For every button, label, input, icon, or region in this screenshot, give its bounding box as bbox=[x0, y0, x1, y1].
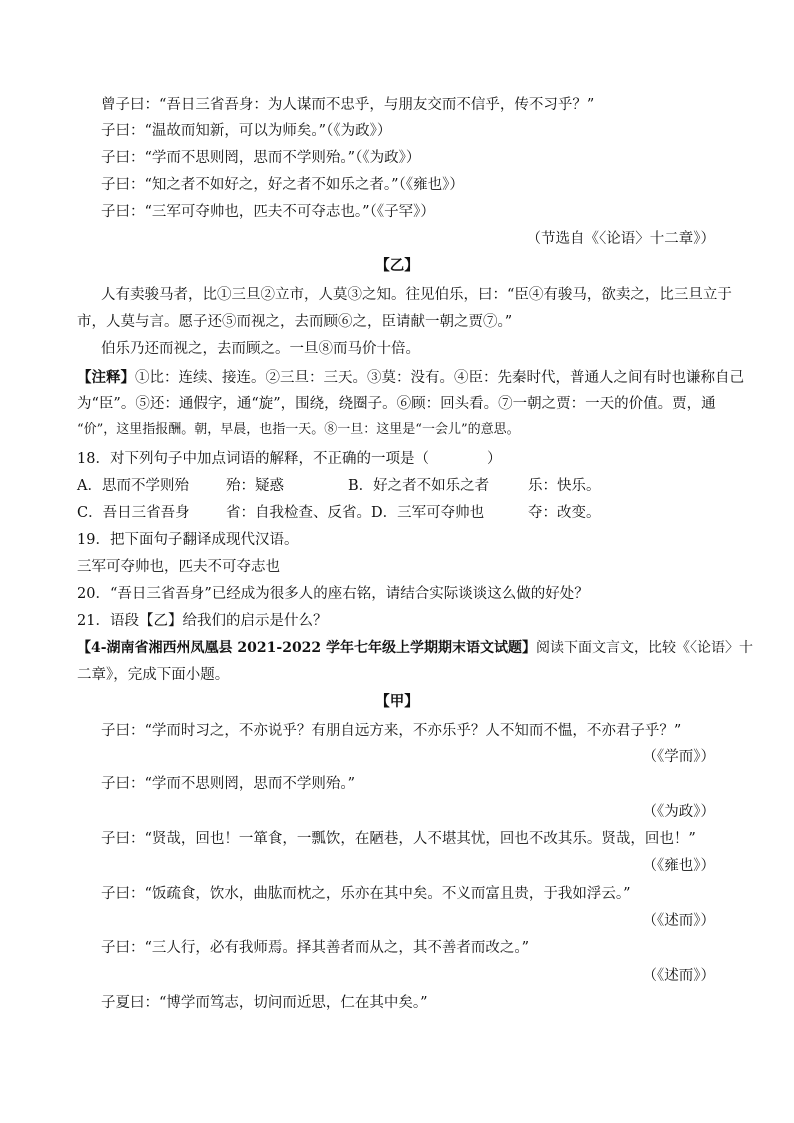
quote-b-3: 子曰：“贤哉，回也！一箪食，一瓢饮，在陋巷，人不堪其忧，回也不改其乐。贤哉，回也！” bbox=[101, 831, 696, 847]
notes-line-3: “价”，这里指报酬。朝，早晨，也指一天。⑧一旦：这里是“一会儿”的意思。 bbox=[77, 422, 520, 437]
yi-paragraph-1-line-2: 市，人莫与言。愿子还⑤而视之，去而顾⑥之，臣请献一朝之贾⑦。” bbox=[77, 314, 513, 330]
quote-b-2: 子曰：“学而不思则罔，思而不学则殆。” bbox=[101, 776, 356, 792]
quote-b-1: 子曰：“学而时习之，不亦说乎？有朋自远方来，不亦乐乎？人不知而不愠，不亦君子乎？” bbox=[101, 723, 682, 739]
quote-b-4-source: （《述而》） bbox=[642, 913, 715, 929]
quote-b-1-source: （《学而》） bbox=[642, 749, 715, 765]
quote-b-3-source: （《雍也》） bbox=[642, 858, 715, 874]
option-a: A．思而不学则殆 bbox=[77, 478, 189, 494]
notes-label: 【注释】 bbox=[77, 369, 135, 386]
question-19-sentence: 三军可夺帅也，匹夫不可夺志也 bbox=[77, 559, 280, 575]
option-b: B．好之者不如乐之者 bbox=[348, 478, 490, 494]
quote-b-5-source: （《述而》） bbox=[642, 968, 715, 984]
heading-yi: 【乙】 bbox=[375, 257, 419, 274]
option-d-explanation: 夺：改变。 bbox=[528, 505, 601, 521]
option-d: D．三军可夺帅也 bbox=[371, 505, 485, 521]
quote-b-2-source: （《为政》） bbox=[642, 804, 715, 820]
yi-paragraph-2: 伯乐乃还而视之，去而顾之。一旦⑧而马价十倍。 bbox=[101, 341, 420, 357]
quote-a-1: 曾子曰：“吾日三省吾身：为人谋而不忠乎，与朋友交而不信乎，传不习乎？” bbox=[101, 97, 595, 113]
quote-a-3: 子曰：“学而不思则罔，思而不学则殆。”（《为政》） bbox=[101, 150, 421, 166]
notes-line-2: 为“臣”。⑤还：通假字，通“旋”，围绕，绕圈子。⑥顾：回头看。⑦一朝之贾：一天的价值。贾，通 bbox=[77, 396, 716, 412]
option-c-explanation: 省：自我检查、反省。 bbox=[226, 505, 371, 521]
source-note-a: （节选自《〈论语〉十二章》） bbox=[526, 231, 715, 247]
question-18-stem-end: ） bbox=[486, 451, 502, 467]
quote-b-6: 子夏曰：“博学而笃志，切问而近思，仁在其中矣。” bbox=[101, 995, 428, 1011]
question-21: 21．语段【乙】给我们的启示是什么？ bbox=[77, 613, 328, 629]
section-4-source-tag: 【4-湖南省湘西州凤凰县 2021-2022 学年七年级上学期期末语文试题】 bbox=[77, 640, 537, 656]
question-20: 20．“吾日三省吾身”已经成为很多人的座右铭，请结合实际谈谈这么做的好处？ bbox=[77, 586, 589, 602]
notes-text-1: ①比：连续、接连。②三旦：三天。③莫：没有。④臣：先秦时代，普通人之间有时也谦称自己 bbox=[135, 370, 744, 386]
section-4-intro-line-2: 二章》，完成下面小题。 bbox=[77, 667, 230, 683]
notes-line-1 bbox=[0, 368, 794, 388]
option-c: C．吾日三省吾身 bbox=[77, 505, 190, 521]
heading-jia: 【甲】 bbox=[375, 693, 419, 710]
quote-a-5: 子曰：“三军可夺帅也，匹夫不可夺志也。”（《子罕》） bbox=[101, 204, 435, 220]
section-4-intro bbox=[0, 638, 794, 658]
question-18 bbox=[0, 449, 794, 469]
quote-a-4: 子曰：“知之者不如好之，好之者不如乐之者。”（《雍也》） bbox=[101, 177, 464, 193]
option-a-explanation: 殆：疑惑 bbox=[226, 478, 284, 494]
yi-paragraph-1-line-1: 人有卖骏马者，比①三旦②立市，人莫③之知。往见伯乐，曰：“臣④有骏马，欲卖之，比三旦立于 bbox=[101, 287, 732, 303]
question-19: 19．把下面句子翻译成现代汉语。 bbox=[77, 532, 299, 548]
quote-b-4: 子曰：“饭疏食，饮水，曲肱而枕之，乐亦在其中矣。不义而富且贵，于我如浮云。” bbox=[101, 886, 631, 902]
option-b-explanation: 乐：快乐。 bbox=[528, 478, 601, 494]
section-4-intro-text: 阅读下面文言文，比较《〈论语〉十 bbox=[536, 640, 754, 656]
quote-b-5: 子曰：“三人行，必有我师焉。择其善者而从之，其不善者而改之。” bbox=[101, 940, 530, 956]
quote-a-2: 子曰：“温故而知新，可以为师矣。”（《为政》） bbox=[101, 123, 392, 139]
question-18-stem: 18．对下列句子中加点词语的解释，不正确的一项是（ bbox=[77, 451, 429, 467]
